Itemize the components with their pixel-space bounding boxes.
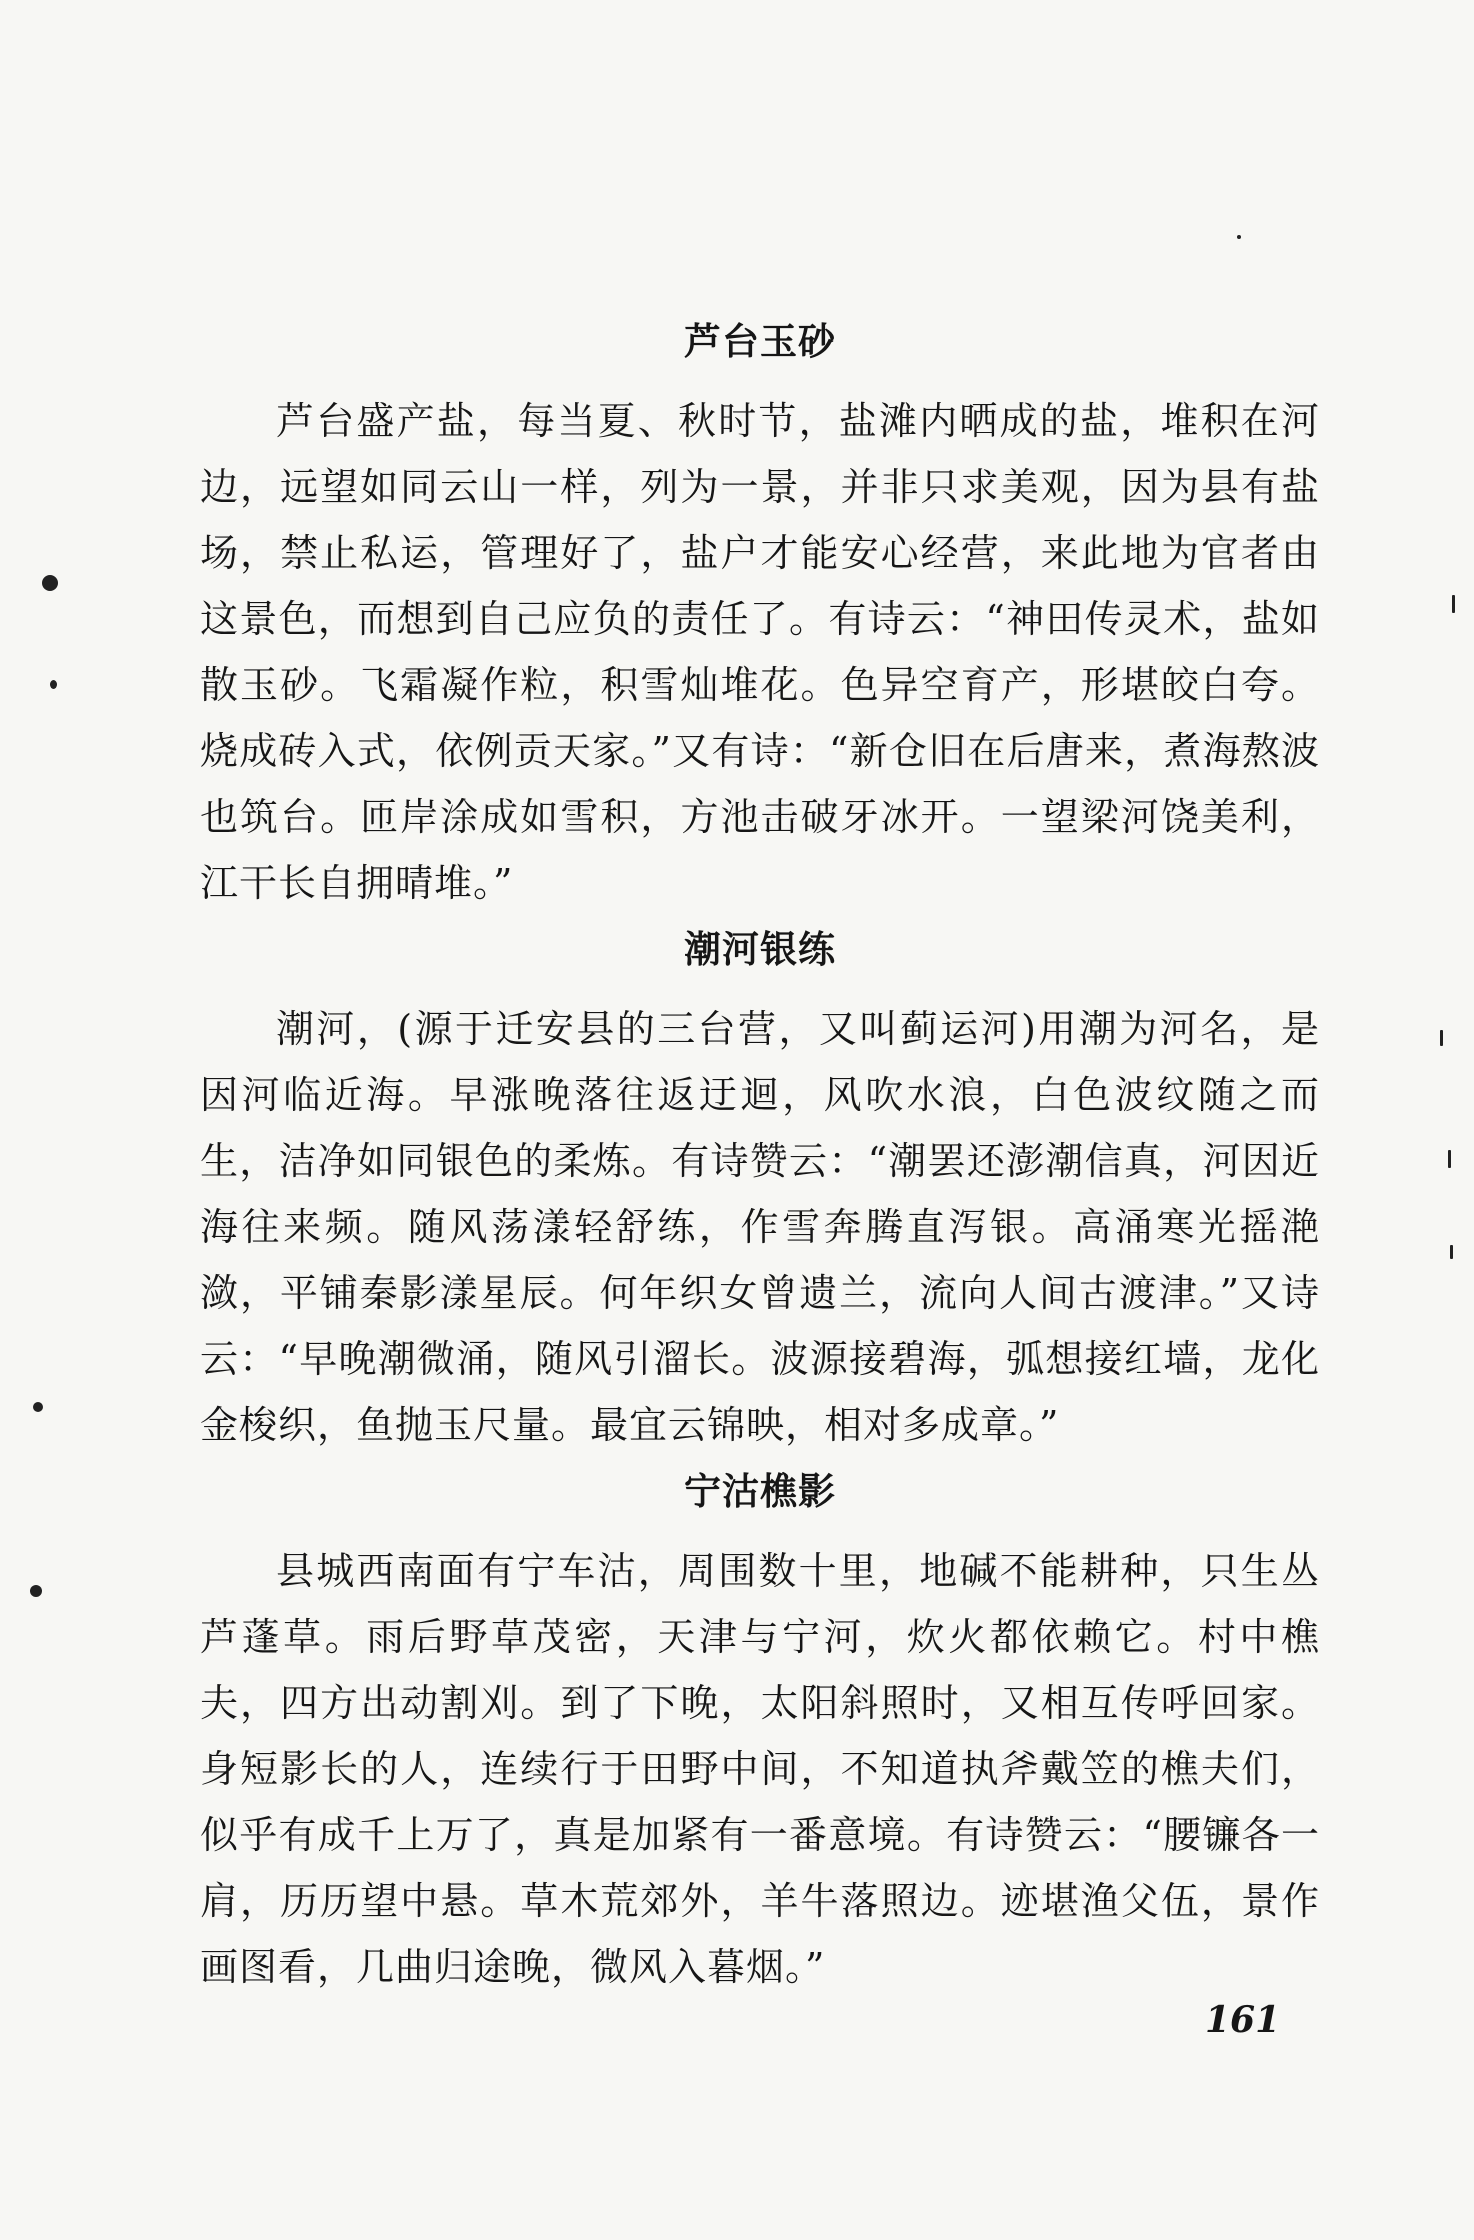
section-paragraph: 芦台盛产盐，每当夏、秋时节，盐滩内晒成的盐，堆积在河边，远望如同云山一样，列为一景，并非只求美观，因为县有盐场，禁止私运，管理好了，盐户才能安心经营，来此地为官者由这景色，而想到自己应负的责任了。有诗云：“神田传灵术，盐如散玉砂。飞霜凝作粒，积雪灿堆花。色异空育产，形堪皎白夸。烧成砖入式，依例贡天家。”又有诗：“新仓旧在后唐来，煮海熬波也筑台。匝岸涂成如雪积，方池击破牙冰开。一望梁河饶美利，江干长自拥晴堆。” (200, 399, 1320, 905)
scan-speck (1448, 1150, 1451, 1168)
scan-speck (1237, 235, 1241, 239)
section-title: 潮河银练 (684, 928, 836, 971)
section-paragraph: 县城西南面有宁车沽，周围数十里，地碱不能耕种，只生丛芦蓬草。雨后野草茂密，天津与宁河，炊火都依赖它。村中樵夫，四方出动割刈。到了下晚，太阳斜照时，又相互传呼回家。身短影长的人，连续行于田野中间，不知道执斧戴笠的樵夫们，似乎有成千上万了，真是加紧有一番意境。有诗赞云：“腰镰各一肩，历历望中悬。草木荒郊外，羊牛落照边。迹堪渔父伍，景作画图看，几曲归途晚，微风入暮烟。” (200, 1549, 1320, 1989)
scan-speck (1450, 1245, 1453, 1259)
section-chaohe-yinlian (200, 928, 1320, 1458)
section-title: 宁沽樵影 (684, 1470, 836, 1513)
section-title: 芦台玉砂 (684, 320, 836, 363)
page-number: 161 (1205, 1999, 1281, 2041)
scan-speck (30, 1585, 42, 1597)
section-paragraph: 潮河，(源于迁安县的三台营，又叫蓟运河)用潮为河名，是因河临近海。早涨晚落往返迂迴，风吹水浪，白色波纹随之而生，洁净如同银色的柔炼。有诗赞云：“潮罢还澎潮信真，河因近海往来频。随风荡漾轻舒练，作雪奔腾直泻银。高涌寒光摇滟潋，平铺秦影漾星辰。何年织女曾遗兰，流向人间古渡津。”又诗云：“早晚潮微涌，随风引溜长。波源接碧海，弧想接红墙，龙化金梭织，鱼抛玉尺量。最宜云锦映，相对多成章。” (200, 1007, 1320, 1447)
scan-speck (33, 1402, 43, 1412)
section-lutai-yusha (200, 320, 1320, 916)
scan-speck (50, 680, 57, 689)
section-ninggu-qiaoying (200, 1470, 1320, 2000)
scan-speck (42, 575, 58, 591)
page-content (200, 320, 1320, 2012)
scan-speck (1452, 595, 1455, 613)
scan-speck (1440, 1030, 1443, 1046)
